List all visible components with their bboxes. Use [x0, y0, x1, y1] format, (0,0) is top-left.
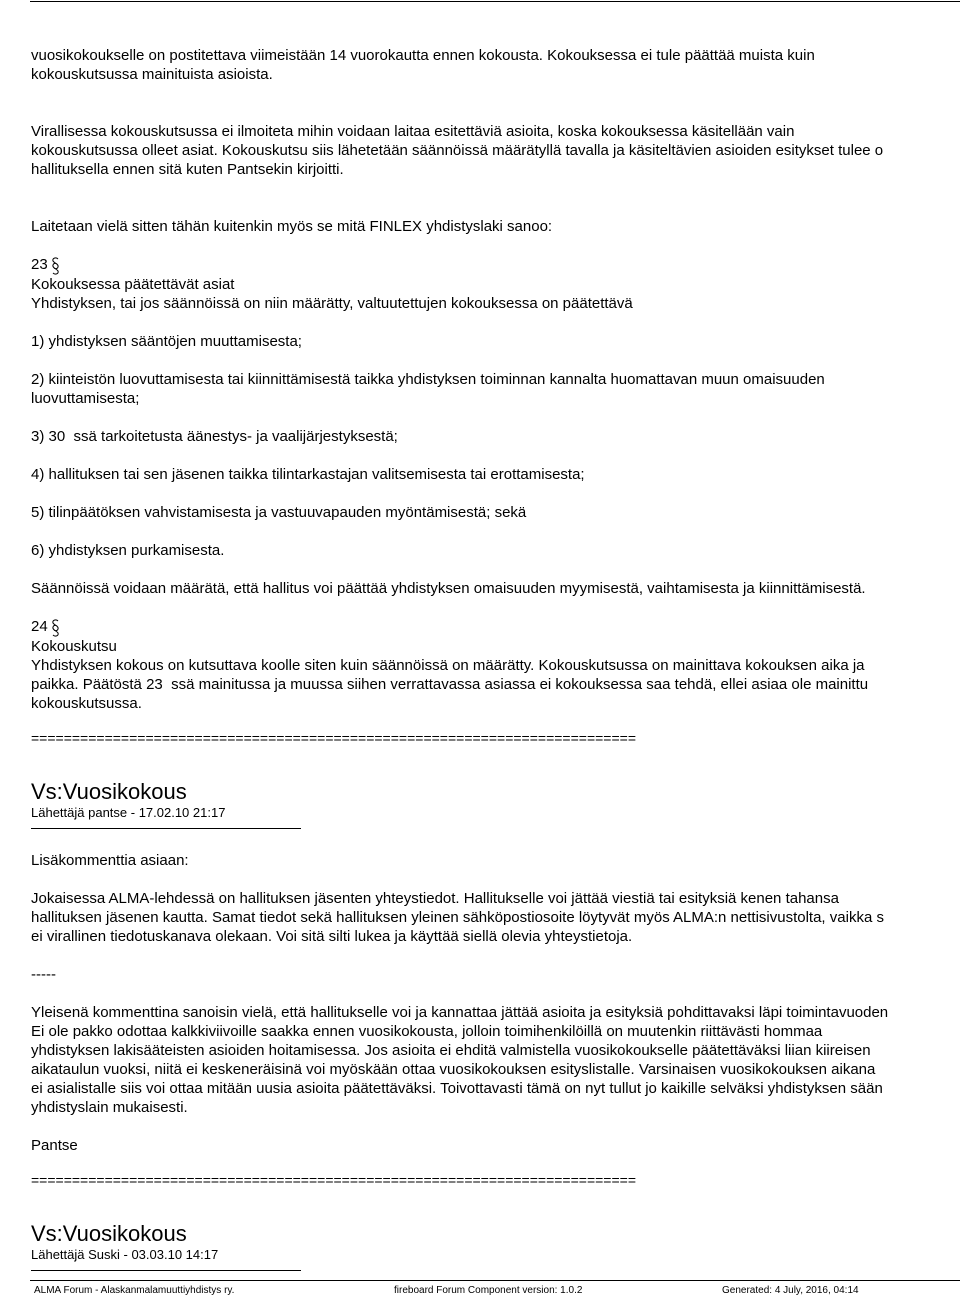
section-number: 23: [31, 255, 960, 275]
list-item: 6) yhdistyksen purkamisesta.: [31, 542, 225, 559]
law-section-23: [31, 255, 960, 598]
post-title: Vs:Vuosikokous: [31, 1221, 187, 1246]
post-separator: ==========================================================================: [31, 730, 637, 746]
footer-generated-date: Generated: 4 July, 2016, 04:14: [722, 1285, 859, 1296]
footer-site-name: ALMA Forum - Alaskanmalamuuttiyhdistys ry.: [34, 1285, 235, 1296]
forum-thread-body: [31, 46, 960, 1271]
top-border: [30, 1, 960, 2]
section-closing: Säännöissä voidaan määrätä, että hallitus voi päättää yhdistyksen omaisuuden myymisestä, vaihtamisesta ja kiinnittämisestä.: [31, 580, 866, 597]
list-item: 5) tilinpäätöksen vahvistamisesta ja vastuuvapauden myöntämisestä; sekä: [31, 504, 527, 521]
section-body: Yhdistyksen kokous on kutsuttava koolle siten kuin säännöissä on määrätty. Kokouskutsussa on mainittava kokouksen aika ja paikka. Päätöstä 23 ssä mainitussa ja muussa siihen verrattavassa asiassa ei kokouksessa saa tehdä, ellei asiaa ole mainittu kokouskutsussa.: [31, 657, 869, 712]
list-item: 4) hallituksen tai sen jäsenen taikka tilintarkastajan valitsemisesta tai erottamisesta;: [31, 466, 585, 483]
post-title: Vs:Vuosikokous: [31, 779, 187, 804]
post-paragraph: Jokaisessa ALMA-lehdessä on hallituksen jäsenten yhteystiedot. Hallitukselle voi jättää viestiä tai esityksiä kenen tahansa hallituksen jäsenen kautta. Samat tiedot sekä hallituksen yleinen sähköpostiosoite löytyvät myös ALMA:n nettisivustolta, vaikka s ei virallinen tiedotuskanava olekaan. Voi sitä silti lukea ja käyttää siellä olevia yhteystietoja.: [31, 890, 884, 945]
law-section-24: [31, 617, 960, 713]
post-dashes: -----: [31, 966, 56, 983]
section-title: Kokouksessa päätettävät asiat: [31, 276, 235, 293]
post-separator: ==========================================================================: [31, 1172, 637, 1188]
intro-paragraph-3: Laitetaan vielä sitten tähän kuitenkin myös se mitä FINLEX yhdistyslaki sanoo:: [31, 218, 553, 235]
page-footer: [30, 1280, 960, 1298]
section-lead: Yhdistyksen, tai jos säännöissä on niin määrätty, valtuutettujen kokouksessa on päätettävä: [31, 295, 633, 312]
forum-post: [31, 779, 960, 1155]
divider: [31, 1270, 301, 1271]
post-signature: Pantse: [31, 1137, 78, 1154]
post-sender: Lähettäjä Suski - 03.03.10 14:17: [31, 1247, 219, 1262]
section-number: 24: [31, 617, 960, 637]
list-item: 2) kiinteistön luovuttamisesta tai kiinnittämisestä taikka yhdistyksen toiminnan kannalta huomattavan muun omaisuuden luovuttamisesta;: [31, 371, 825, 407]
post-heading: Lisäkommenttia asiaan:: [31, 852, 189, 869]
footer-component-version: fireboard Forum Component version: 1.0.2: [394, 1285, 583, 1296]
section-sign-icon: [51, 619, 60, 637]
section-title: Kokouskutsu: [31, 638, 117, 655]
forum-post: [31, 1221, 960, 1271]
list-item: 1) yhdistyksen sääntöjen muuttamisesta;: [31, 333, 302, 350]
section-sign-icon: [51, 257, 60, 275]
intro-paragraph-2: Virallisessa kokouskutsussa ei ilmoiteta mihin voidaan laitaa esitettäviä asioita, koska kokouksessa käsitellään vain kokouskutsussa olleet asiat. Kokouskutsu siis lähetetään säännöissä määrätyllä tavalla ja käsiteltävien asioiden esitykset tulee o hallituksella ennen sitä kuten Pantsekin kirjoitti.: [31, 123, 884, 178]
intro-paragraph-1: vuosikokoukselle on postitettava viimeistään 14 vuorokautta ennen kokousta. Kokouksessa ei tule päättää muista kuin kokouskutsussa mainituista asioista.: [31, 47, 815, 83]
post-sender: Lähettäjä pantse - 17.02.10 21:17: [31, 805, 226, 820]
post-paragraph: Yleisenä kommenttina sanoisin vielä, että hallitukselle voi ja kannattaa jättää asioita ja esityksiä pohdittavaksi läpi toimintavuoden Ei ole pakko odottaa kalkkiviivoille saakka ennen vuosikokousta, jolloin toimihenkilöillä on muutenkin riittävästi hommaa yhdistyksen lakisääteisten asioiden hoitamisessa. Jos asioita ei ehditä valmistella vuosikokoukselle päätettäväksi liian kiireisen aikataulun vuoksi, niitä ei keskeneräisinä voi myöskään ottaa vuosikokouksen esityslistalle. Varsinaisen vuosikokouksen aikana ei asialistalle siis voi ottaa mitään uusia asioita päätettäväksi. Toivottavasti tämä on nyt tullut jo kaikille selväksi yhdistyksen sään yhdistyslain mukaisesti.: [31, 1004, 889, 1116]
list-item: 3) 30 ssä tarkoitetusta äänestys- ja vaalijärjestyksestä;: [31, 428, 398, 445]
